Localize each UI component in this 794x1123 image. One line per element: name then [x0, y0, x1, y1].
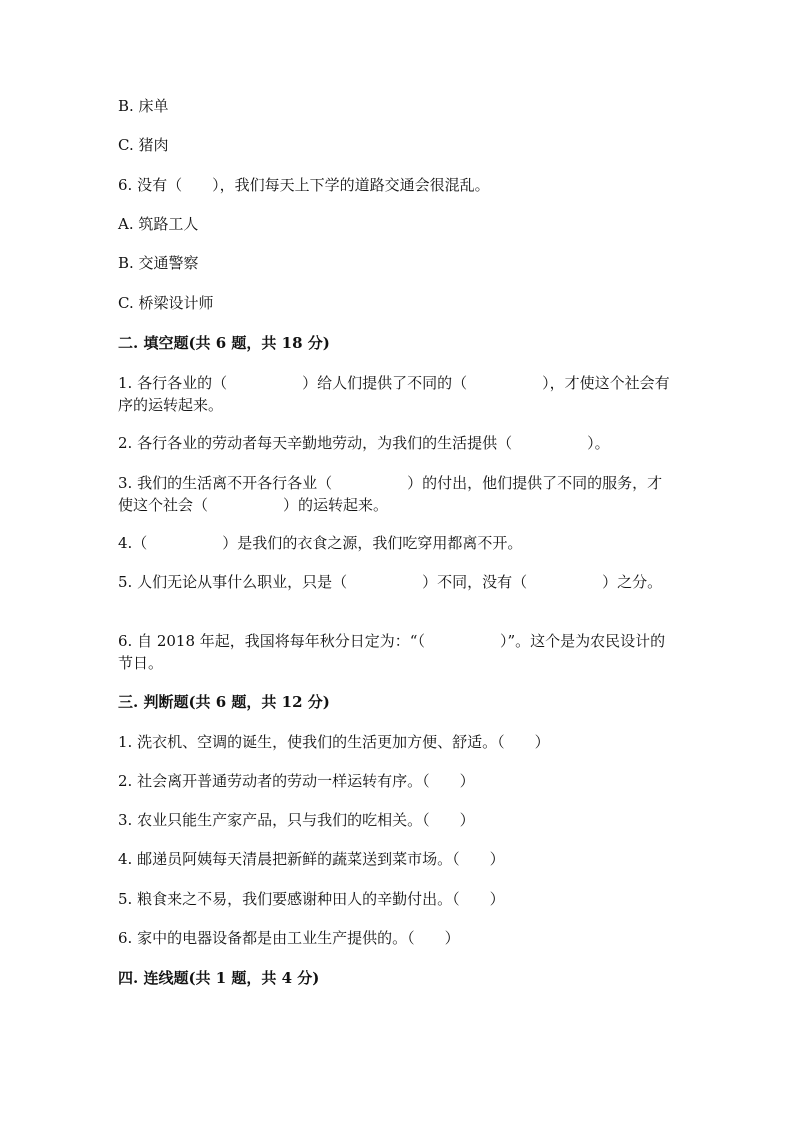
fill-item-4: 4.（ ）是我们的衣食之源，我们吃穿用都离不开。: [118, 534, 523, 552]
judge-item-5: 5. 粮食来之不易，我们要感谢种田人的辛勤付出。（ ）: [118, 890, 505, 908]
section-2-heading: 二. 填空题(共 6 题，共 18 分): [118, 334, 330, 352]
question-6-option-b: B. 交通警察: [118, 254, 199, 272]
judge-item-2: 2. 社会离开普通劳动者的劳动一样运转有序。（ ）: [118, 772, 475, 790]
option-c-pork: C. 猪肉: [118, 136, 169, 154]
fill-item-3: 3. 我们的生活离不开各行各业（ ）的付出，他们提供了不同的服务，才使这个社会（ ）的运转起来。: [118, 474, 663, 514]
section-3-heading: 三. 判断题(共 6 题，共 12 分): [118, 693, 330, 711]
question-6-option-a: A. 筑路工人: [118, 215, 199, 233]
fill-item-6: 6. 自 2018 年起，我国将每年秋分日定为：“（ ）”。这个是为农民设计的节日。: [118, 632, 666, 672]
question-6-option-c: C. 桥梁设计师: [118, 294, 214, 312]
judge-item-6: 6. 家中的电器设备都是由工业生产提供的。（ ）: [118, 929, 460, 947]
judge-item-4: 4. 邮递员阿姨每天清晨把新鲜的蔬菜送到菜市场。（ ）: [118, 850, 505, 868]
section-4-heading: 四. 连线题(共 1 题，共 4 分): [118, 969, 320, 987]
fill-item-2: 2. 各行各业的劳动者每天辛勤地劳动，为我们的生活提供（ ）。: [118, 434, 610, 452]
fill-item-5: 5. 人们无论从事什么职业，只是（ ）不同，没有（ ）之分。: [118, 573, 663, 591]
fill-item-1: 1. 各行各业的（ ）给人们提供了不同的（ ），才使这个社会有序的运转起来。: [118, 374, 670, 414]
question-6-stem: 6. 没有（ ），我们每天上下学的道路交通会很混乱。: [118, 176, 490, 194]
judge-item-3: 3. 农业只能生产家产品，只与我们的吃相关。（ ）: [118, 811, 475, 829]
option-b-bedsheet: B. 床单: [118, 97, 169, 115]
judge-item-1: 1. 洗衣机、空调的诞生，使我们的生活更加方便、舒适。（ ）: [118, 733, 550, 751]
